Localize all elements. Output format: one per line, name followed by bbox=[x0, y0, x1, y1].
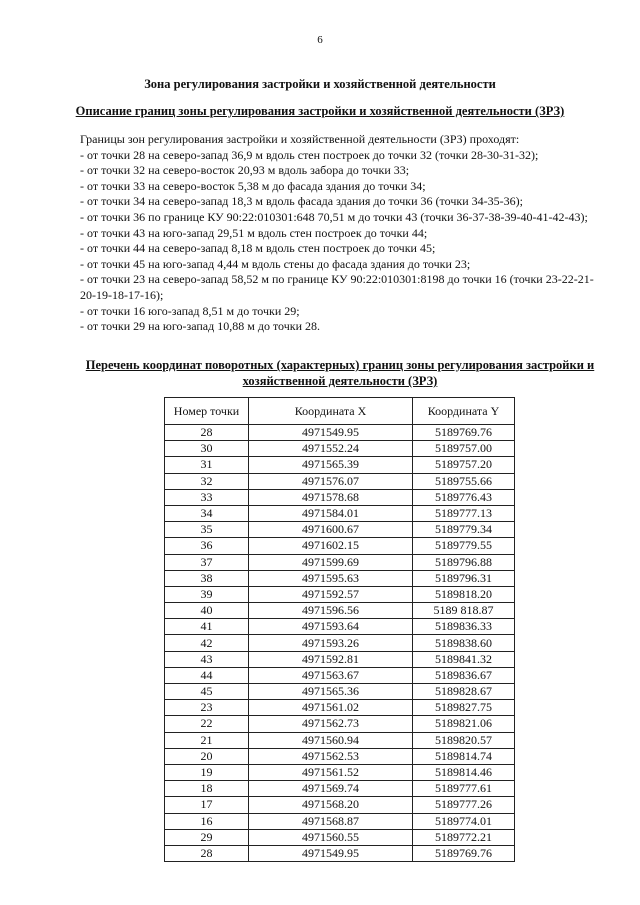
description-line: - от точки 29 на юго-запад 10,88 м до точки 28. bbox=[80, 319, 320, 334]
table-row bbox=[165, 797, 515, 813]
cell-coordinate-y: 5189774.01 bbox=[413, 813, 515, 829]
document-title: Зона регулирования застройки и хозяйственной деятельности bbox=[144, 77, 496, 91]
description-line: - от точки 28 на северо-запад 36,9 м вдоль стен построек до точки 32 (точки 28-30-31-32); bbox=[80, 147, 539, 162]
cell-point-number: 28 bbox=[165, 425, 249, 441]
cell-point-number: 43 bbox=[165, 651, 249, 667]
cell-coordinate-x: 4971599.69 bbox=[249, 554, 413, 570]
table-row bbox=[165, 732, 515, 748]
description-line: - от точки 44 на северо-запад 8,18 м вдоль стен построек до точки 45; bbox=[80, 241, 436, 256]
header-coordinate-x: Координата X bbox=[249, 398, 413, 425]
cell-point-number: 39 bbox=[165, 586, 249, 602]
table-row bbox=[165, 845, 515, 861]
description-line: - от точки 33 на северо-восток 5,38 м до фасада здания до точки 34; bbox=[80, 178, 426, 193]
cell-coordinate-y: 5189757.00 bbox=[413, 441, 515, 457]
cell-point-number: 29 bbox=[165, 829, 249, 845]
table-row bbox=[165, 716, 515, 732]
table-row bbox=[165, 441, 515, 457]
cell-coordinate-y: 5189777.61 bbox=[413, 781, 515, 797]
cell-coordinate-y: 5189779.55 bbox=[413, 538, 515, 554]
table-row bbox=[165, 570, 515, 586]
cell-point-number: 23 bbox=[165, 700, 249, 716]
cell-coordinate-y: 5189841.32 bbox=[413, 651, 515, 667]
cell-coordinate-y: 5189769.76 bbox=[413, 425, 515, 441]
description-line: - от точки 16 юго-запад 8,51 м до точки 29; bbox=[80, 303, 300, 318]
cell-point-number: 35 bbox=[165, 522, 249, 538]
table-row bbox=[165, 538, 515, 554]
cell-point-number: 34 bbox=[165, 505, 249, 521]
cell-coordinate-y: 5189838.60 bbox=[413, 635, 515, 651]
description-line: Границы зон регулирования застройки и хозяйственной деятельности (ЗРЗ) проходят: bbox=[80, 132, 520, 146]
cell-coordinate-y: 5189820.57 bbox=[413, 732, 515, 748]
table-row bbox=[165, 781, 515, 797]
cell-point-number: 41 bbox=[165, 619, 249, 635]
cell-point-number: 36 bbox=[165, 538, 249, 554]
cell-coordinate-x: 4971549.95 bbox=[249, 425, 413, 441]
cell-point-number: 18 bbox=[165, 781, 249, 797]
table-row bbox=[165, 554, 515, 570]
cell-coordinate-y: 5189836.33 bbox=[413, 619, 515, 635]
cell-point-number: 17 bbox=[165, 797, 249, 813]
table-row bbox=[165, 700, 515, 716]
cell-point-number: 33 bbox=[165, 489, 249, 505]
cell-coordinate-x: 4971561.02 bbox=[249, 700, 413, 716]
table-row bbox=[165, 586, 515, 602]
table-body bbox=[165, 425, 515, 862]
cell-coordinate-x: 4971592.81 bbox=[249, 651, 413, 667]
cell-coordinate-y: 5189772.21 bbox=[413, 829, 515, 845]
header-point-number: Номер точки bbox=[165, 398, 249, 425]
cell-point-number: 20 bbox=[165, 748, 249, 764]
table-row bbox=[165, 813, 515, 829]
table-heading: Перечень координат поворотных (характерных) границ зоны регулирования застройки и хозяйственной деятельности (ЗРЗ) bbox=[85, 358, 595, 388]
cell-point-number: 42 bbox=[165, 635, 249, 651]
cell-coordinate-y: 5189827.75 bbox=[413, 700, 515, 716]
table-row bbox=[165, 667, 515, 683]
cell-coordinate-x: 4971568.20 bbox=[249, 797, 413, 813]
description-line: - от точки 43 на юго-запад 29,51 м вдоль стен построек до точки 44; bbox=[80, 225, 428, 240]
cell-coordinate-x: 4971568.87 bbox=[249, 813, 413, 829]
cell-coordinate-x: 4971549.95 bbox=[249, 845, 413, 861]
cell-coordinate-y: 5189776.43 bbox=[413, 489, 515, 505]
cell-coordinate-x: 4971576.07 bbox=[249, 473, 413, 489]
cell-point-number: 37 bbox=[165, 554, 249, 570]
cell-point-number: 38 bbox=[165, 570, 249, 586]
cell-coordinate-x: 4971565.39 bbox=[249, 457, 413, 473]
cell-coordinate-x: 4971565.36 bbox=[249, 684, 413, 700]
header-coordinate-y: Координата Y bbox=[413, 398, 515, 425]
cell-coordinate-x: 4971578.68 bbox=[249, 489, 413, 505]
table-row bbox=[165, 651, 515, 667]
cell-coordinate-x: 4971592.57 bbox=[249, 586, 413, 602]
table-row bbox=[165, 619, 515, 635]
cell-point-number: 32 bbox=[165, 473, 249, 489]
table-row bbox=[165, 505, 515, 521]
cell-coordinate-x: 4971584.01 bbox=[249, 505, 413, 521]
cell-point-number: 28 bbox=[165, 845, 249, 861]
table-row bbox=[165, 764, 515, 780]
cell-coordinate-y: 5189814.74 bbox=[413, 748, 515, 764]
table-row bbox=[165, 522, 515, 538]
cell-coordinate-y: 5189777.26 bbox=[413, 797, 515, 813]
cell-coordinate-x: 4971602.15 bbox=[249, 538, 413, 554]
description-line: - от точки 34 на северо-запад 18,3 м вдоль фасада здания до точки 36 (точки 34-35-36); bbox=[80, 194, 523, 209]
cell-coordinate-y: 5189755.66 bbox=[413, 473, 515, 489]
cell-coordinate-y: 5189796.88 bbox=[413, 554, 515, 570]
description-line: - от точки 23 на северо-запад 58,52 м по границе КУ 90:22:010301:8198 до точки 16 (точки 23-22-21-20-19-18-17-16); bbox=[80, 272, 594, 302]
cell-coordinate-x: 4971595.63 bbox=[249, 570, 413, 586]
cell-coordinate-y: 5189757.20 bbox=[413, 457, 515, 473]
table-row bbox=[165, 829, 515, 845]
table-row bbox=[165, 635, 515, 651]
cell-point-number: 40 bbox=[165, 603, 249, 619]
cell-point-number: 30 bbox=[165, 441, 249, 457]
cell-coordinate-x: 4971563.67 bbox=[249, 667, 413, 683]
description-line: - от точки 32 на северо-восток 20,93 м вдоль забора до точки 33; bbox=[80, 163, 410, 178]
cell-coordinate-y: 5189821.06 bbox=[413, 716, 515, 732]
cell-coordinate-x: 4971561.52 bbox=[249, 764, 413, 780]
cell-coordinate-x: 4971560.94 bbox=[249, 732, 413, 748]
cell-coordinate-x: 4971600.67 bbox=[249, 522, 413, 538]
cell-coordinate-x: 4971596.56 bbox=[249, 603, 413, 619]
table-row bbox=[165, 684, 515, 700]
cell-coordinate-y: 5189828.67 bbox=[413, 684, 515, 700]
cell-coordinate-y: 5189769.76 bbox=[413, 845, 515, 861]
cell-coordinate-y: 5189 818.87 bbox=[413, 603, 515, 619]
description-line: - от точки 36 по границе КУ 90:22:010301:648 70,51 м до точки 43 (точки 36-37-38-39-40-41-42-43); bbox=[80, 209, 588, 224]
cell-point-number: 45 bbox=[165, 684, 249, 700]
cell-coordinate-x: 4971562.53 bbox=[249, 748, 413, 764]
cell-coordinate-x: 4971593.26 bbox=[249, 635, 413, 651]
cell-point-number: 44 bbox=[165, 667, 249, 683]
cell-coordinate-y: 5189836.67 bbox=[413, 667, 515, 683]
section-subtitle: Описание границ зоны регулирования застройки и хозяйственной деятельности (ЗРЗ) bbox=[75, 104, 565, 118]
table-header-row bbox=[165, 398, 515, 425]
cell-coordinate-x: 4971552.24 bbox=[249, 441, 413, 457]
table-row bbox=[165, 748, 515, 764]
page-number: 6 bbox=[317, 34, 323, 46]
coordinates-table bbox=[164, 397, 515, 862]
cell-coordinate-y: 5189779.34 bbox=[413, 522, 515, 538]
cell-point-number: 19 bbox=[165, 764, 249, 780]
cell-coordinate-x: 4971560.55 bbox=[249, 829, 413, 845]
cell-point-number: 16 bbox=[165, 813, 249, 829]
cell-coordinate-x: 4971562.73 bbox=[249, 716, 413, 732]
cell-point-number: 21 bbox=[165, 732, 249, 748]
cell-coordinate-x: 4971569.74 bbox=[249, 781, 413, 797]
cell-point-number: 22 bbox=[165, 716, 249, 732]
cell-coordinate-x: 4971593.64 bbox=[249, 619, 413, 635]
table-row bbox=[165, 425, 515, 441]
cell-coordinate-y: 5189814.46 bbox=[413, 764, 515, 780]
description-line: - от точки 45 на юго-запад 4,44 м вдоль стены до фасада здания до точки 23; bbox=[80, 256, 471, 271]
cell-point-number: 31 bbox=[165, 457, 249, 473]
table-row bbox=[165, 603, 515, 619]
cell-coordinate-y: 5189777.13 bbox=[413, 505, 515, 521]
table-row bbox=[165, 489, 515, 505]
table-row bbox=[165, 457, 515, 473]
table-row bbox=[165, 473, 515, 489]
cell-coordinate-y: 5189818.20 bbox=[413, 586, 515, 602]
cell-coordinate-y: 5189796.31 bbox=[413, 570, 515, 586]
boundary-description bbox=[80, 132, 600, 335]
